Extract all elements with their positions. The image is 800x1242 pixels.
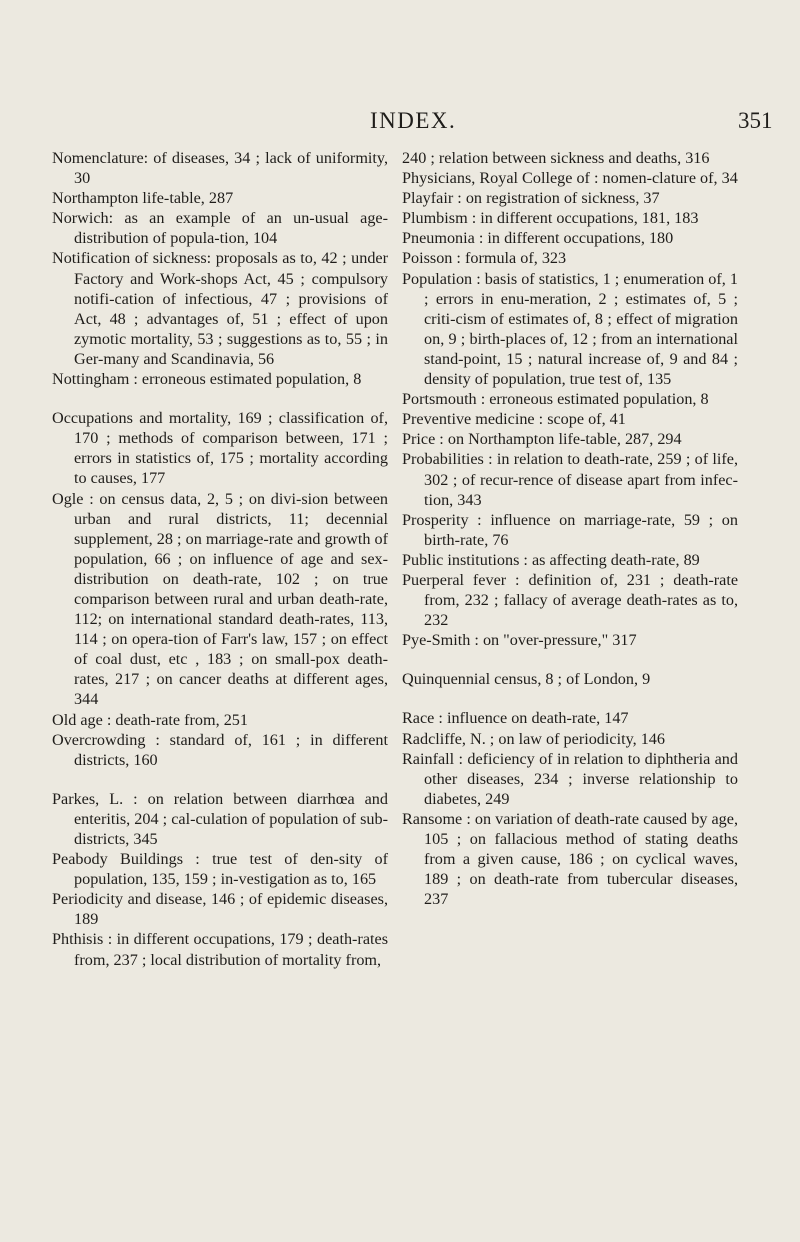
index-entry: Quinquennial census, 8 ; of London, 9 bbox=[402, 670, 651, 689]
index-entry: Preventive medicine : scope of, 41 bbox=[402, 410, 626, 429]
index-entry: Physicians, Royal College of : nomen-clature of, 34 bbox=[402, 169, 738, 188]
index-entry: Old age : death-rate from, 251 bbox=[52, 710, 248, 729]
index-entry: Radcliffe, N. ; on law of periodicity, 146 bbox=[402, 729, 665, 748]
index-entry: Periodicity and disease, 146 ; of epidemic diseases, 189 bbox=[52, 890, 388, 929]
index-entry: 240 ; relation between sickness and deaths, 316 bbox=[402, 149, 710, 167]
index-entry: Phthisis : in different occupations, 179 ; death-rates from, 237 ; local distribution of mortality from, bbox=[52, 930, 388, 969]
index-entry: Nomenclature: of diseases, 34 ; lack of uniformity, 30 bbox=[52, 149, 388, 188]
index-entry: Playfair : on registration of sickness, 37 bbox=[402, 189, 660, 208]
index-entry: Occupations and mortality, 169 ; classification of, 170 ; methods of comparison between, 171 ; errors in statistics of, 175 ; mortality according to causes, 177 bbox=[52, 409, 388, 488]
page-number: 351 bbox=[738, 108, 773, 133]
index-entry: Pye-Smith : on "over-pressure," 317 bbox=[402, 631, 637, 650]
index-column-right bbox=[402, 148, 738, 909]
index-entry: Portsmouth : erroneous estimated population, 8 bbox=[402, 390, 709, 409]
index-entry: Peabody Buildings : true test of den-sity of population, 135, 159 ; in-vestigation as to, 165 bbox=[52, 850, 388, 889]
index-entry: Rainfall : deficiency of in relation to diphtheria and other diseases, 234 ; inverse relationship to diabetes, 249 bbox=[402, 749, 738, 808]
index-entry: Northampton life-table, 287 bbox=[52, 189, 234, 208]
index-entry: Plumbism : in different occupations, 181, 183 bbox=[402, 209, 699, 228]
index-entry: Public institutions : as affecting death-rate, 89 bbox=[402, 550, 700, 569]
index-entry: Population : basis of statistics, 1 ; enumeration of, 1 ; errors in enu-meration, 2 ; estimates of, 5 ; criti-cism of estimates of, 8 ; effect of migration on, 9 ; birth-places of, 12 ; from an international stand-point, 15 ; natural increase of, 9 and 84 ; density of population, true test of, 135 bbox=[402, 269, 738, 389]
index-column-left bbox=[52, 148, 388, 970]
index-entry: Probabilities : in relation to death-rate, 259 ; of life, 302 ; of recur-rence of disease apart from infec-tion, 343 bbox=[402, 450, 738, 509]
index-entry: Race : influence on death-rate, 147 bbox=[402, 709, 629, 728]
index-entry: Norwich: as an example of an un-usual age-distribution of popula-tion, 104 bbox=[52, 209, 388, 248]
index-entry: Prosperity : influence on marriage-rate, 59 ; on birth-rate, 76 bbox=[402, 510, 738, 549]
index-entry: Overcrowding : standard of, 161 ; in different districts, 160 bbox=[52, 730, 388, 769]
index-entry: Parkes, L. : on relation between diarrhœa and enteritis, 204 ; cal-culation of population of sub-districts, 345 bbox=[52, 789, 388, 848]
index-entry: Poisson : formula of, 323 bbox=[402, 249, 567, 268]
index-entry: Puerperal fever : definition of, 231 ; death-rate from, 232 ; fallacy of average death-rates as to, 232 bbox=[402, 570, 738, 630]
index-entry: Ogle : on census data, 2, 5 ; on divi-sion between urban and rural districts, 11; decennial supplement, 28 ; on marriage-rate and growth of population, 66 ; on influence of age and sex-distribution on death-rate, 102 ; on true comparison between rural and urban death-rate, 112; on international standard death-rates, 113, 114 ; on opera-tion of Farr's law, 157 ; on effect of coal dust, etc , 183 ; on small-pox death-rates, 217 ; on cancer deaths at different ages, 344 bbox=[52, 489, 388, 709]
running-head: INDEX. bbox=[370, 108, 457, 133]
index-entry: Pneumonia : in different occupations, 180 bbox=[402, 229, 674, 248]
index-entry: Price : on Northampton life-table, 287, 294 bbox=[402, 430, 682, 449]
index-entry: Nottingham : erroneous estimated population, 8 bbox=[52, 370, 362, 389]
index-entry: Notification of sickness: proposals as to, 42 ; under Factory and Work-shops Act, 45 ; compulsory notifi-cation of infectious, 47 ; provisions of Act, 48 ; advantages of, 51 ; effect of upon zymotic mortality, 53 ; suggestions as to, 55 ; in Ger-many and Scandinavia, 56 bbox=[52, 249, 388, 368]
index-entry: Ransome : on variation of death-rate caused by age, 105 ; on fallacious method of stating deaths from a given cause, 186 ; on cyclical waves, 189 ; on death-rate from tubercular diseases, 237 bbox=[402, 809, 738, 909]
